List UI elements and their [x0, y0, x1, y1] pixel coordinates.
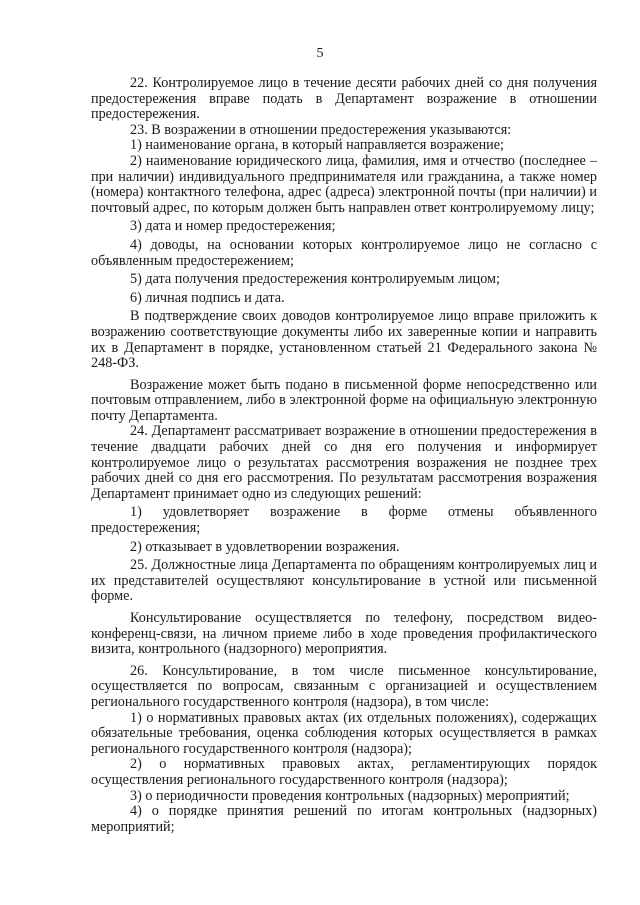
list-item-26-3: 3) о периодичности проведения контрольных (надзорных) мероприятий;: [130, 787, 570, 804]
document-body: [91, 76, 597, 835]
paragraph-22: 22. Контролируемое лицо в течение десяти рабочих дней со дня получения предостережения вправе подать в Департамент возражение в отношении предостережения.: [91, 75, 597, 123]
paragraph-26: 26. Консультирование, в том числе письменное консультирование, осуществляется по вопросам, связанным с организацией и осуществлением регионального государственного контроля (надзора), в том числе:: [91, 662, 597, 710]
list-item-23-4: 4) доводы, на основании которых контролируемое лицо не согласно с объявленным предостережением;: [91, 236, 597, 269]
list-item-26-4: 4) о порядке принятия решений по итогам контрольных (надзорных) мероприятий;: [91, 803, 597, 835]
list-item-23-6: 6) личная подпись и дата.: [130, 289, 285, 306]
paragraph-consulting-methods: Консультирование осуществляется по телефону, посредством видео-конференц-связи, на личном приеме либо в ходе проведения профилактического визита, контрольного (надзорного) мероприятия.: [91, 610, 597, 658]
page-number: 5: [316, 46, 324, 61]
paragraph-24: 24. Департамент рассматривает возражение в отношении предостережения в течение двадцати рабочих дней со дня его получения и информирует контролируемое лицо о результатах рассмотрения возражения не позднее трех рабочих дней со дня его рассмотрения. По результатам рассмотрения возражения Департамент принимает одно из следующих решений:: [91, 423, 597, 502]
list-item-23-3: 3) дата и номер предостережения;: [130, 218, 336, 235]
list-item-26-2: 2) о нормативных правовых актах, регламентирующих порядок осуществления регионального государственного контроля (надзора);: [91, 756, 597, 788]
list-item-26-1: 1) о нормативных правовых актах (их отдельных положениях), содержащих обязательные требования, оценка соблюдения которых осуществляется в рамках регионального государственного контроля (надзора);: [91, 709, 597, 757]
list-item-23-1: 1) наименование органа, в который направляется возражение;: [130, 137, 504, 154]
paragraph-23: 23. В возражении в отношении предостережения указываются:: [130, 121, 512, 138]
list-item-24-1: 1) удовлетворяет возражение в форме отмены объявленного предостережения;: [91, 504, 597, 537]
paragraph-objection-submission: Возражение может быть подано в письменной форме непосредственно или почтовым отправлением, либо в электронной форме на официальную электронную почту Департамента.: [91, 376, 597, 424]
paragraph-supporting-documents: В подтверждение своих доводов контролируемое лицо вправе приложить к возражению соответствующие документы либо их заверенные копии и направить их в Департамент в порядке, установленном статьей 21 Федерального закона № 248-ФЗ.: [91, 308, 597, 372]
list-item-24-2: 2) отказывает в удовлетворении возражения.: [130, 538, 400, 555]
list-item-23-2: 2) наименование юридического лица, фамилия, имя и отчество (последнее – при наличии) индивидуального предпринимателя или гражданина, а также номер (номера) контактного телефона, адрес (адреса) электронной почты (при наличии) и почтовый адрес, по которым должен быть направлен ответ контролируемому лицу;: [91, 152, 597, 216]
paragraph-25: 25. Должностные лица Департамента по обращениям контролируемых лиц и их представителей осуществляют консультирование в устной или письменной форме.: [91, 557, 597, 605]
list-item-23-5: 5) дата получения предостережения контролируемым лицом;: [130, 271, 500, 288]
